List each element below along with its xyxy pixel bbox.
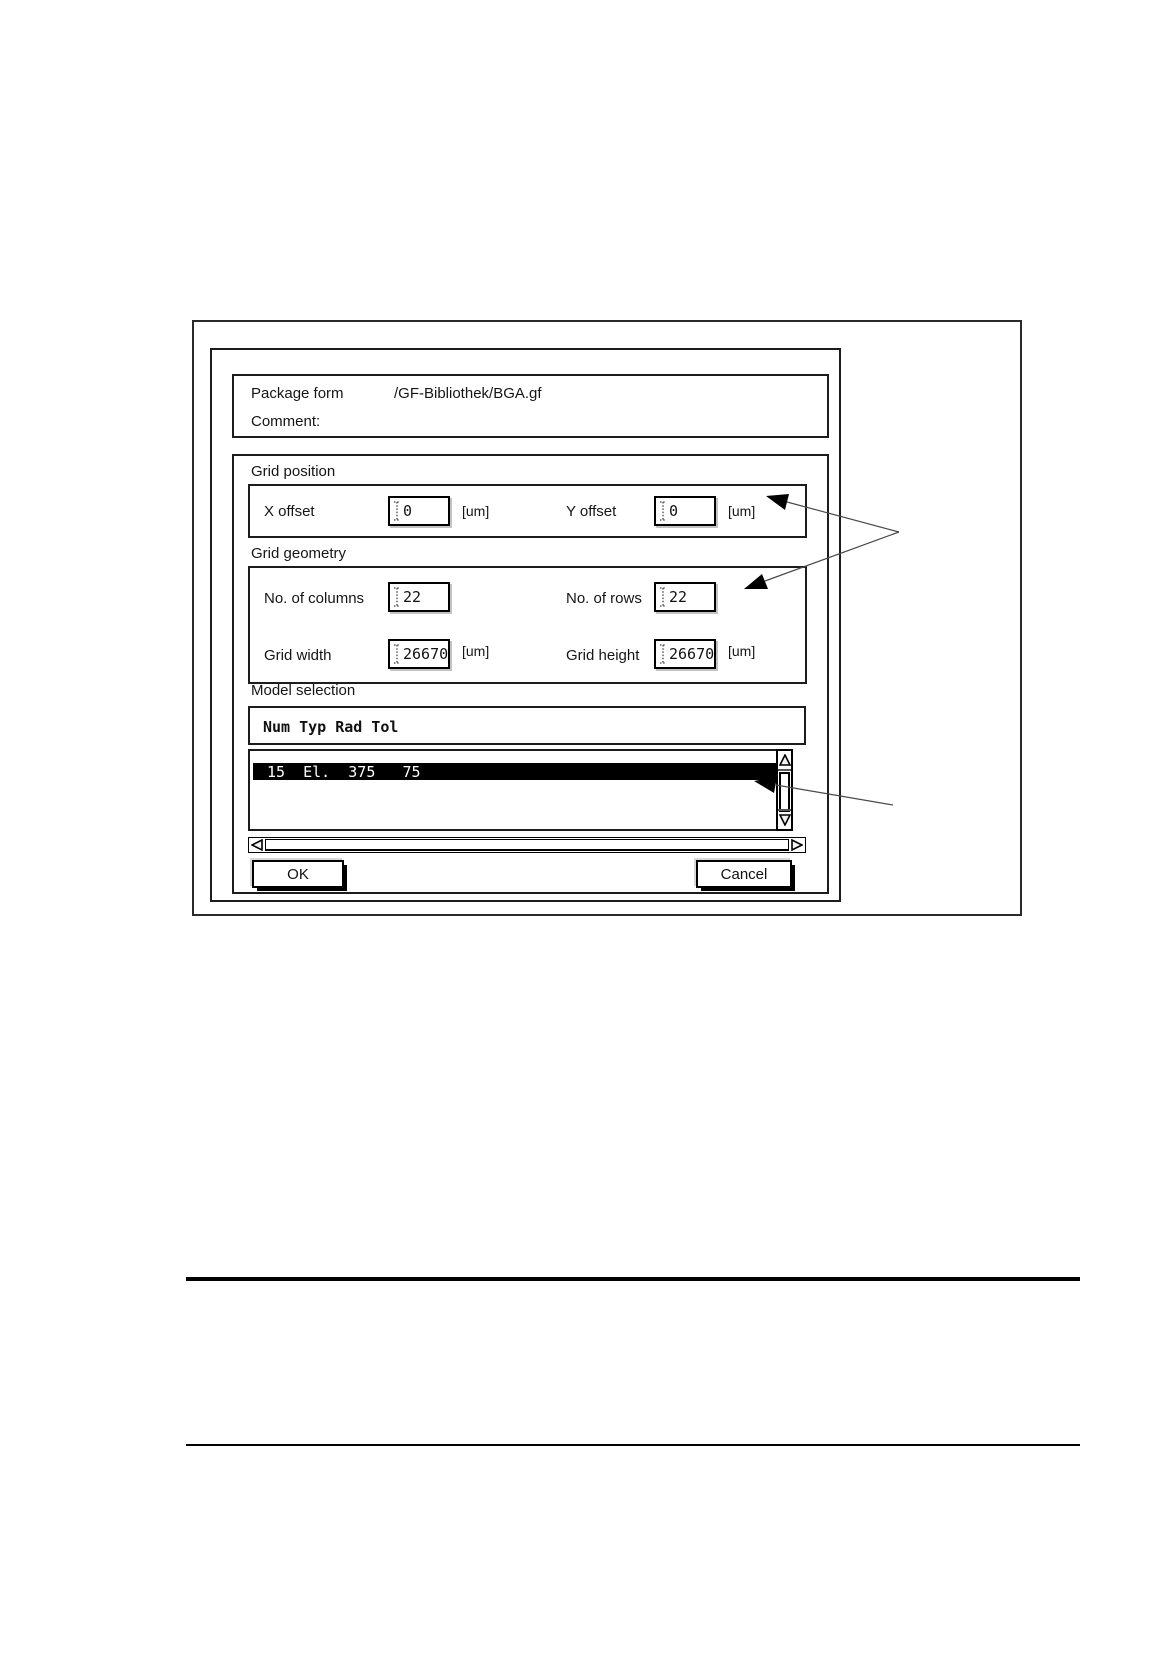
grid-height-input[interactable]	[654, 639, 716, 669]
model-list-vscrollbar[interactable]	[776, 749, 793, 831]
scroll-down-icon	[779, 814, 791, 826]
columns-label: No. of columns	[264, 590, 365, 607]
rows-input[interactable]	[654, 582, 716, 612]
text-cursor-icon	[393, 586, 402, 608]
package-dialog-window	[210, 348, 841, 902]
vscrollbar-thumb[interactable]	[779, 772, 790, 812]
x-offset-input[interactable]	[388, 496, 450, 526]
text-cursor-icon	[659, 643, 668, 665]
columns-input[interactable]	[388, 582, 450, 612]
grid-height-value: 26670	[669, 645, 715, 663]
footer-rule-bottom	[186, 1444, 1080, 1446]
hscrollbar-thumb[interactable]	[265, 839, 789, 851]
grid-width-value: 26670	[403, 645, 449, 663]
text-cursor-icon	[659, 500, 668, 522]
x-offset-label: X offset	[264, 503, 315, 520]
text-cursor-icon	[393, 500, 402, 522]
scroll-left-button[interactable]	[249, 838, 265, 852]
rows-value: 22	[669, 588, 688, 606]
scroll-right-button[interactable]	[789, 838, 805, 852]
grid-height-unit: [um]	[728, 643, 756, 659]
text-cursor-icon	[659, 586, 668, 608]
cancel-button[interactable]: Cancel	[696, 860, 792, 888]
y-offset-input[interactable]	[654, 496, 716, 526]
scroll-up-icon	[779, 754, 791, 766]
y-offset-unit: [um]	[728, 503, 756, 519]
footer-rule-top	[186, 1277, 1080, 1281]
grid-height-label: Grid height	[566, 647, 640, 664]
model-selection-title: Model selection	[251, 682, 356, 699]
settings-groupbox	[232, 454, 829, 894]
scroll-up-button[interactable]	[778, 751, 791, 771]
x-offset-unit: [um]	[462, 503, 490, 519]
x-offset-value: 0	[403, 502, 413, 520]
ok-button[interactable]: OK	[252, 860, 344, 888]
scroll-left-icon	[251, 839, 263, 851]
model-list-header: Num Typ Rad Tol	[263, 718, 399, 736]
model-list-hscrollbar[interactable]	[248, 837, 806, 853]
grid-position-box	[248, 484, 807, 538]
rows-label: No. of rows	[566, 590, 642, 607]
columns-value: 22	[403, 588, 422, 606]
grid-width-label: Grid width	[264, 647, 332, 664]
grid-width-unit: [um]	[462, 643, 490, 659]
grid-width-input[interactable]	[388, 639, 450, 669]
package-form-groupbox	[232, 374, 829, 438]
grid-position-title: Grid position	[251, 463, 336, 480]
comment-label: Comment:	[251, 413, 321, 430]
scroll-down-button[interactable]	[778, 809, 791, 829]
grid-geometry-title: Grid geometry	[251, 545, 347, 562]
y-offset-label: Y offset	[566, 503, 617, 520]
model-list-box	[248, 749, 786, 831]
model-list-header-box	[248, 706, 806, 745]
model-list-selected-row[interactable]: 15 El. 375 75	[253, 763, 781, 780]
scroll-right-icon	[791, 839, 803, 851]
package-form-label: Package form	[251, 385, 344, 402]
package-form-value: /GF-Bibliothek/BGA.gf	[394, 385, 542, 402]
y-offset-value: 0	[669, 502, 679, 520]
text-cursor-icon	[393, 643, 402, 665]
grid-geometry-box	[248, 566, 807, 684]
